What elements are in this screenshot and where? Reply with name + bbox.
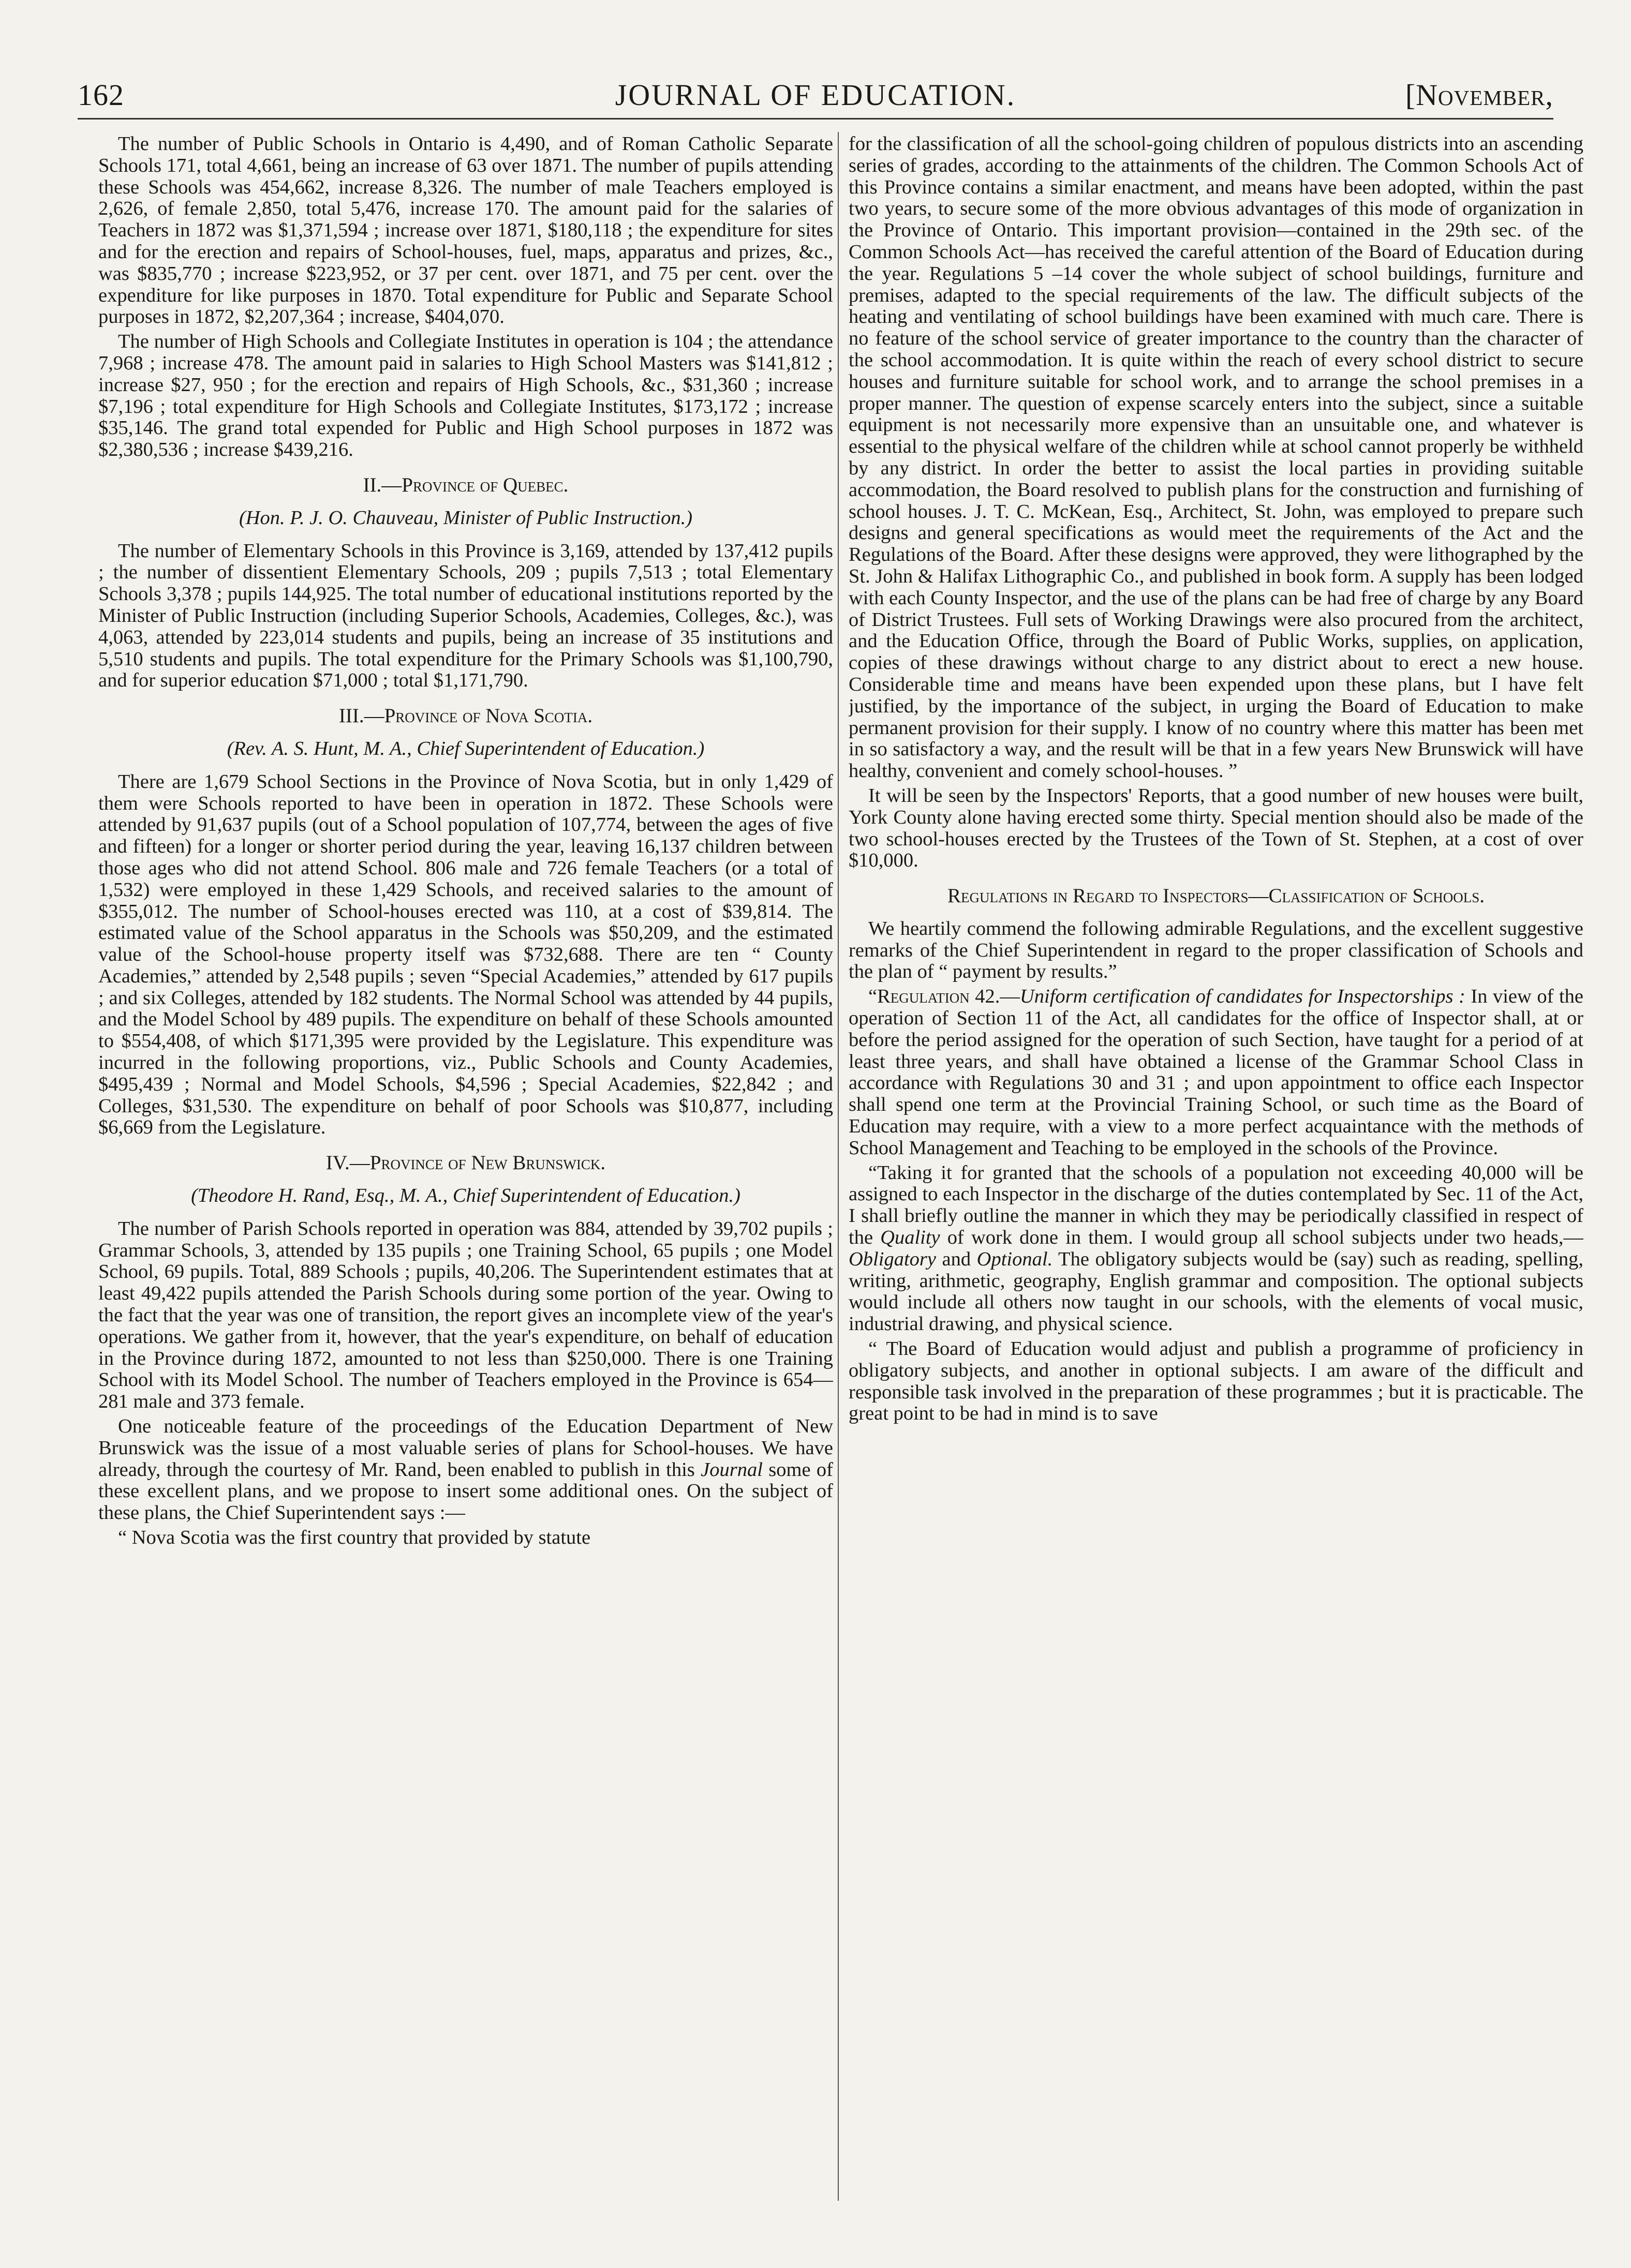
quebec-heading: II.—Province of Quebec. [363, 473, 569, 496]
right-column [849, 133, 1583, 2201]
regulation-42-body: In view of the operation of Section 11 of the Act, all candidates for the office of Inspector shall, at or before the period assigned for the operation of such Section, have taught for a period of at least three years, and shall have obtained a license of the Grammar School Class in accordance with Regulations 30 and 31 ; and upon appointment to office each Inspector shall spend one term at the Provincial Training School, or such time as the Board of Education may require, with a view to a more perfect acquaintance with the methods of School Management and Teaching to be employed in the schools of the Province. [849, 986, 1583, 1159]
regulation-42-label: “Regulation 42.— [868, 986, 1020, 1008]
commend-paragraph: We heartily commend the following admirable Regulations, and the excellent suggestive remarks of the Chief Superintendent in regard to the proper classification of Schools and the plan of “ payment by results.” [849, 917, 1583, 983]
nova-scotia-superintendent: (Rev. A. S. Hunt, M. A., Chief Superintendent of Education.) [227, 737, 705, 759]
optional-word: Optional. [976, 1248, 1053, 1270]
regulation-42-title: Uniform certification of candidates for Inspectorships : [1019, 986, 1465, 1008]
new-brunswick-paragraph: The number of Parish Schools reported in operation was 884, attended by 39,702 pupils ; Grammar Schools, 3, attended by 135 pupils ; one Training School, 65 pupils ; one Model School, 69 pupils. Total, 889 Schools ; pupils, 40,206. The Superintendent estimates that at least 49,422 pupils attended the Parish Schools during some portion of the year. Owing to the fact that the year was one of transition, the report gives an incomplete view of the year's operations. We gather from it, however, that the year's expenditure, on behalf of education in the Province during 1872, amounted to not less than $250,000. There is one Training School with its Model School. The number of Teachers employed in the Province is 654—281 male and 373 female. [98, 1217, 833, 1413]
school-house-plans-paragraph [98, 1416, 833, 1524]
issue-month: [November, [1405, 78, 1553, 112]
grouping-text-d: The obligatory subjects would be (say) such as reading, spelling, writing, arithmetic, geography, English grammar and composition. The optional subjects would include all others now taught in our schools, with the elements of vocal music, industrial drawing, and physical science. [849, 1248, 1583, 1335]
ontario-schools-paragraph: The number of Public Schools in Ontario is 4,490, and of Roman Catholic Separate Schools 171, total 4,661, being an increase of 63 over 1871. The number of pupils attending these Schools was 454,662, increase 8,326. The number of male Teachers employed is 2,626, of female 2,850, total 5,476, increase 170. The amount paid for the salaries of Teachers in 1872 was $1,371,594 ; increase over 1871, $180,118 ; the expenditure for sites and for the erection and repairs of School-houses, fuel, maps, apparatus and prizes, &c., was $835,770 ; increase $223,952, or 37 per cent. over 1871, and 75 per cent. over the expenditure for like purposes in 1870. Total expenditure for Public and Separate School purposes in 1872, $2,207,364 ; increase, $404,070. [98, 133, 833, 328]
journal-title: JOURNAL OF EDUCATION. [615, 78, 1016, 112]
new-brunswick-superintendent: (Theodore H. Rand, Esq., M. A., Chief Superintendent of Education.) [191, 1185, 740, 1207]
column-divider [838, 132, 839, 2201]
quebec-minister: (Hon. P. J. O. Chauveau, Minister of Public Instruction.) [239, 506, 693, 529]
regulations-heading: Regulations in Regard to Inspectors—Classification of Schools. [947, 885, 1485, 907]
quote-start-paragraph: “ Nova Scotia was the first country that provided by statute [118, 1527, 591, 1549]
regulation-42-paragraph [849, 986, 1583, 1159]
quebec-paragraph: The number of Elementary Schools in this Province is 3,169, attended by 137,412 pupils ; the number of dissentient Elementary Schools, 209 ; pupils 7,513 ; total Elementary Schools 3,378 ; pupils 144,925. The total number of educational institutions reported by the Minister of Public Instruction (including Superior Schools, Academies, Colleges, &c.), was 4,063, attended by 223,014 students and pupils, being an increase of 35 institutions and 5,510 students and pupils. The total expenditure for the Primary Schools was $1,100,790, and for superior education $71,000 ; total $1,171,790. [98, 540, 833, 692]
grouping-paragraph [849, 1162, 1583, 1335]
plans-text-b: some of these excellent plans, and we propose to insert some additional ones. On the subject of these plans, the Chief Superintendent says :— [98, 1458, 833, 1524]
page-header [78, 78, 1553, 124]
quality-word: Quality [880, 1227, 940, 1249]
grouping-text-c: and [936, 1248, 977, 1270]
programme-paragraph: “ The Board of Education would adjust and publish a programme of proficiency in obligatory subjects, and another in optional subjects. I am aware of the difficult and responsible task involved in the preparation of these programmes ; but it is practicable. The great point to be had in mind is to save [849, 1338, 1583, 1425]
inspectors-reports-paragraph: It will be seen by the Inspectors' Reports, that a good number of new houses were built, York County alone having erected some thirty. Special mention should also be made of the two school-houses erected by the Trustees of the Town of St. Stephen, at a cost of over $10,000. [849, 784, 1583, 872]
nova-scotia-paragraph: There are 1,679 School Sections in the Province of Nova Scotia, but in only 1,429 of them were Schools reported to have been in operation in 1872. These Schools were attended by 91,637 pupils (out of a School population of 107,774, between the ages of five and fifteen) for a longer or shorter period during the year, leaving 16,137 children between those ages who did not attend School. 806 male and 726 female Teachers (or a total of 1,532) were employed in these 1,429 Schools, and received salaries to the amount of $355,012. The number of School-houses erected was 110, at a cost of $39,814. The estimated value of the School apparatus in the Schools was $50,209, and the estimated value of the School-house property itself was $732,688. There are ten “ County Academies,” attended by 2,548 pupils ; seven “Special Academies,” attended by 617 pupils ; and six Colleges, attended by 182 students. The Normal School was attended by 44 pupils, and the Model School by 489 pupils. The expenditure on behalf of these Schools amounted to $554,408, of which $171,395 were provided by the Legislature. This expenditure was incurred in the following proportions, viz., Public Schools and County Academies, $495,439 ; Normal and Model Schools, $4,596 ; Special Academies, $22,842 ; and Colleges, $31,530. The expenditure on behalf of poor Schools was $10,877, including $6,669 from the Legislature. [98, 770, 833, 1139]
obligatory-word: Obligatory [849, 1248, 936, 1270]
page-number: 162 [78, 78, 124, 112]
plans-text-a: One noticeable feature of the proceedings of the Education Department of New Brunswick was the issue of a most valuable series of plans for School-houses. We have already, through the courtesy of Mr. Rand, been enabled to publish in this [98, 1415, 833, 1481]
left-column [98, 133, 833, 2201]
journal-word: Journal [701, 1458, 763, 1481]
new-brunswick-heading: IV.—Province of New Brunswick. [325, 1152, 606, 1174]
grouping-text-b: of work done in them. I would group all school subjects under two heads,— [940, 1227, 1583, 1249]
classification-paragraph: for the classification of all the school-going children of populous districts into an ascending series of grades, according to the attainments of the children. The Common Schools Act of this Province contains a similar enactment, and means have been adopted, within the past two years, to secure some of the more obvious advantages of this mode of organization in the Province of Ontario. This important provision—contained in the 29th sec. of the Common Schools Act—has received the careful attention of the Board of Education during the year. Regulations 5 –14 cover the whole subject of school buildings, furniture and premises, adapted to the special requirements of the law. The difficult subjects of the heating and ventilating of school buildings have been examined with much care. There is no feature of the school service of greater importance to the country than the character of the school accommodation. It is quite within the reach of every school district to secure houses and furniture suitable for school work, and to arrange the school premises in a proper manner. The question of expense scarcely enters into the subject, since a suitable equipment is not necessarily more expensive than an unsuitable one, and whatever is essential to the physical welfare of the children while at school cannot properly be withheld by any district. In order the better to assist the local parties in providing suitable accommodation, the Board resolved to publish plans for the construction and furnishing of school houses. J. T. C. McKean, Esq., Architect, St. John, was employed to prepare such designs and general specifications as would meet the requirements of the Act and the Regulations of the Board. After these designs were approved, they were lithographed by the St. John & Halifax Lithographic Co., and published in book form. A supply has been lodged with each County Inspector, and the use of the plans can be had free of charge by any Board of District Trustees. Full sets of Working Drawings were also procured from the architect, and the Education Office, through the Board of Public Works, supplies, on application, copies of these drawings without charge to any district about to erect a new house. Considerable time and means have been expended upon these plans, but I have felt justified, by the importance of the subject, in urging the Board of Education to make permanent provision for their supply. I know of no country where this matter has been met in so satisfactory a way, and the result will be that in a few years New Brunswick will have healthy, convenient and comely school-houses. ” [849, 133, 1583, 782]
nova-scotia-heading: III.—Province of Nova Scotia. [338, 705, 593, 727]
header-rule [78, 118, 1553, 120]
ontario-high-schools-paragraph: The number of High Schools and Collegiate Institutes in operation is 104 ; the attendance 7,968 ; increase 478. The amount paid in salaries to High School Masters was $141,812 ; increase $27, 950 ; for the erection and repairs of High Schools, &c., $31,360 ; increase $7,196 ; total expenditure for High Schools and Collegiate Institutes, $173,172 ; increase $35,146. The grand total expended for Public and High School purposes in 1872 was $2,380,536 ; increase $439,216. [98, 331, 833, 461]
grouping-text-a: “Taking it for granted that the schools of a population not exceeding 40,000 will be assigned to each Inspector in the discharge of the duties contemplated by Sec. 11 of the Act, I shall briefly outline the manner in which they may be periodically classified in respect of the [849, 1161, 1583, 1249]
